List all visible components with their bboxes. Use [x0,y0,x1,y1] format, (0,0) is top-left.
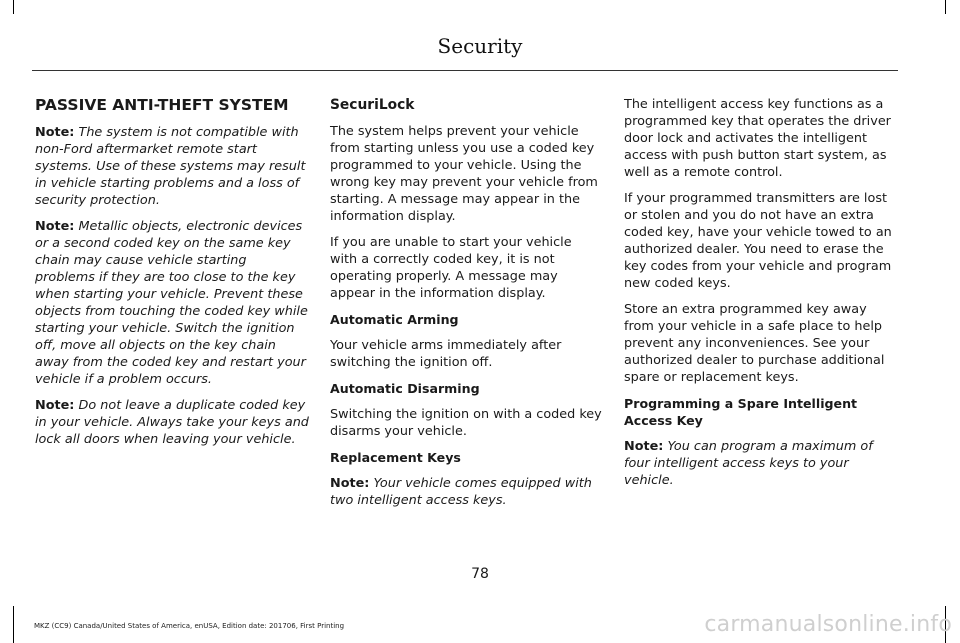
body-paragraph: Switching the ignition on with a coded key disarms your vehicle. [330,407,602,439]
body-paragraph: Your vehicle arms immediately after switching the ignition off. [330,338,562,370]
body-paragraph: The intelligent access key functions as a programmed key that operates the driver door lock and activates the intelligent access with push button start system, as well as a remote control. [624,97,891,180]
note-label: Note: [35,125,75,140]
heading-programming-spare-key: Programming a Spare Intelligent Access Key [624,396,858,428]
header-divider [32,70,898,71]
body-paragraph: If your programmed transmitters are lost or stolen and you do not have an extra coded key, have your vehicle towed to an authorized dealer. You need to erase the key codes from your vehicle and program new coded keys. [624,191,892,291]
subsection-heading-securilock: SecuriLock [330,97,415,113]
page-header-title: Security [437,34,523,58]
watermark: carmanualsonline.info [704,612,952,637]
heading-replacement-keys: Replacement Keys [330,450,461,465]
note-label: Note: [35,398,75,413]
note-paragraph [35,124,310,209]
body-paragraph: The system helps prevent your vehicle from starting unless you use a coded key programmed to your vehicle. Using the wrong key may prevent your vehicle from starting. A message may appear in the information display. [330,124,598,224]
note-text: Your vehicle comes equipped with two intelligent access keys. [330,476,592,508]
note-text: The system is not compatible with non-Ford aftermarket remote start systems. Use of these systems may result in vehicle starting problems and a loss of security protection. [35,125,306,208]
body-paragraph: Store an extra programmed key away from your vehicle in a safe place to help prevent any inconveniences. See your authorized dealer to purchase additional spare or replacement keys. [624,302,885,385]
note-text: You can program a maximum of four intelligent access keys to your vehicle. [624,439,873,488]
column-middle [330,96,602,518]
page-number: 78 [471,566,489,582]
body-paragraph: If you are unable to start your vehicle with a correctly coded key, it is not operating properly. A message may appear in the information display. [330,235,572,301]
note-label: Note: [624,439,664,454]
crop-mark-top-left [13,0,14,14]
note-paragraph [624,438,898,489]
column-left [35,96,310,457]
note-text: Metallic objects, electronic devices or a second coded key on the same key chain may cause vehicle starting problems if they are too close to the key when starting your vehicle. Prevent these objects from touching the coded key while starting your vehicle. Switch the ignition off, move all objects on the key chain away from the coded key and restart your vehicle if a problem occurs. [35,219,308,387]
note-paragraph [35,397,310,448]
footer-edition-info: MKZ (CC9) Canada/United States of America, enUSA, Edition date: 201706, First Printing [34,622,345,630]
note-label: Note: [35,219,75,234]
column-right [624,96,898,498]
note-text: Do not leave a duplicate coded key in your vehicle. Always take your keys and lock all doors when leaving your vehicle. [35,398,309,447]
note-paragraph [330,475,602,509]
note-paragraph [35,218,310,388]
crop-mark-top-right [945,0,946,14]
section-heading: PASSIVE ANTI-THEFT SYSTEM [35,96,289,114]
crop-mark-bottom-left [13,606,14,643]
heading-automatic-disarming: Automatic Disarming [330,381,480,396]
note-label: Note: [330,476,370,491]
heading-automatic-arming: Automatic Arming [330,312,459,327]
